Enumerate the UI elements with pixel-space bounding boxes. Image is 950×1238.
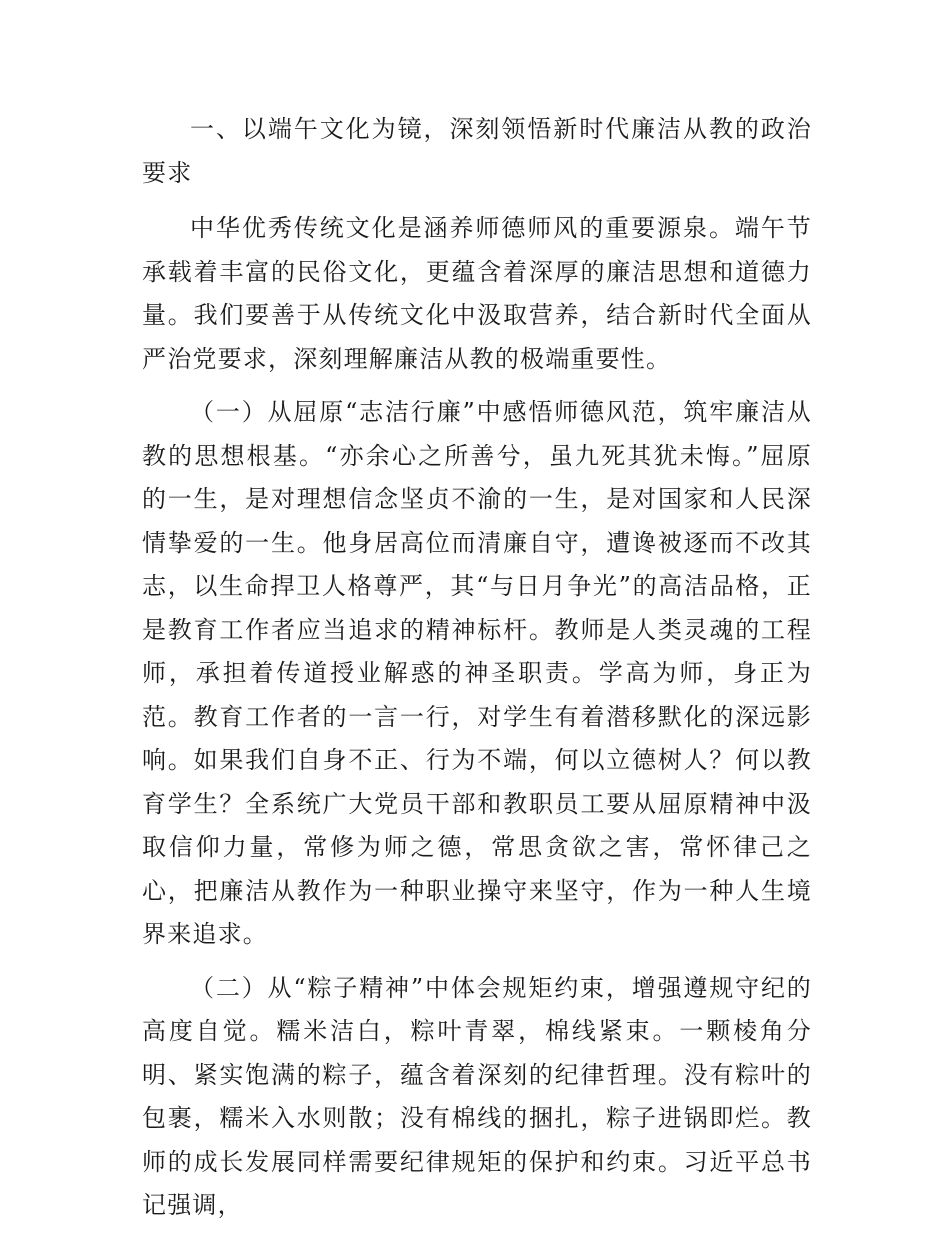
paragraph-section-1: （一）从屈原“志洁行廉”中感悟师德风范，筑牢廉洁从教的思想根基。“亦余心之所善兮，虽九死其犹未悔。”屈原的一生，是对理想信念坚贞不渝的一生，是对国家和人民深情挚爱的一生。他身居高位而清廉自守，遭谗被逐而不改其志，以生命捍卫人格尊严，其“与日月争光”的高洁品格，正是教育工作者应当追求的精神标杆。教师是人类灵魂的工程师，承担着传道授业解惑的神圣职责。学高为师，身正为范。教育工作者的一言一行，对学生有着潜移默化的深远影响。如果我们自身不正、行为不端，何以立德树人？何以教育学生？全系统广大党员干部和教职员工要从屈原精神中汲取信仰力量，常修为师之德，常思贪欲之害，常怀律己之心，把廉洁从教作为一种职业操守来坚守，作为一种人生境界来追求。	[142, 398, 812, 948]
paragraph-intro: 中华优秀传统文化是涵养师德师风的重要源泉。端午节承载着丰富的民俗文化，更蕴含着深厚的廉洁思想和道德力量。我们要善于从传统文化中汲取营养，结合新时代全面从严治党要求，深刻理解廉洁从教的极端重要性。	[142, 214, 812, 373]
document-body	[142, 108, 812, 1238]
paragraph-section-2: （二）从“粽子精神”中体会规矩约束，增强遵规守纪的高度自觉。糯米洁白，粽叶青翠，棉线紧束。一颗棱角分明、紧实饱满的粽子，蕴含着深刻的纪律哲理。没有粽叶的包裹，糯米入水则散；没有棉线的捆扎，粽子进锅即烂。教师的成长发展同样需要纪律规矩的保护和约束。习近平总书记强调，	[142, 973, 812, 1219]
section-heading: 一、以端午文化为镜，深刻领悟新时代廉洁从教的政治要求	[142, 115, 812, 187]
